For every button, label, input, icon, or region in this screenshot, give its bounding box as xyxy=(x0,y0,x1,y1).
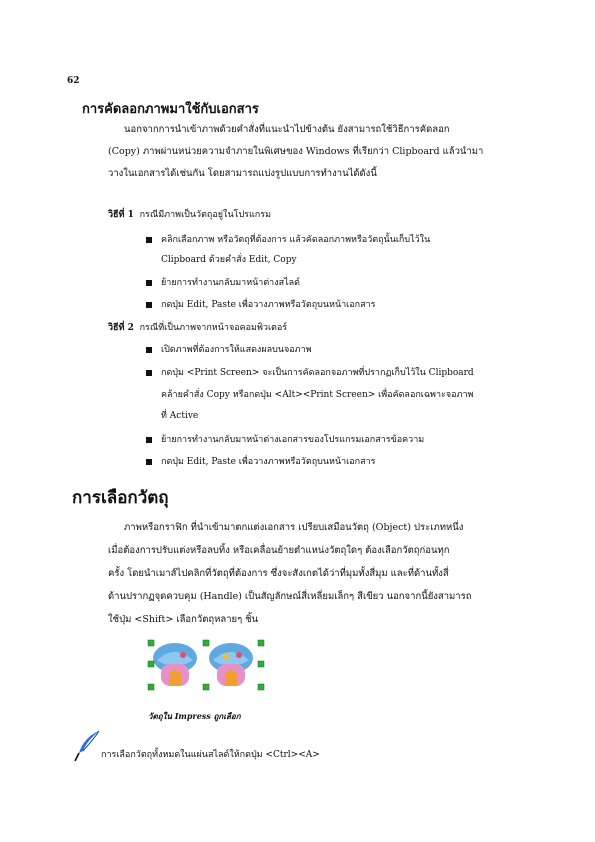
select-para-line-4: ด้านปรากฏจุดควบคุม (Handle) เป็นสัญลักษณ์สี่เหลี่ยมเล็กๆ สีเขียว นอกจากนี้ยังสามารถ xyxy=(108,591,472,602)
select-para-line-3: ครั้ง โดยนำเมาส์ไปคลิกที่วัตถุที่ต้องการ ซึ่งจะสังเกตได้ว่าที่มุมทั้งสี่มุม และที่ด้านทั้งสี่ xyxy=(108,568,449,579)
intro-line-1: นอกจากการนำเข้าภาพด้วยคำสั่งที่แนะนำไปข้างต้น ยังสามารถใช้วิธีการคัดลอก xyxy=(124,124,450,135)
m1-bullet-1-line-2: Clipboard ด้วยคำสั่ง Edit, Copy xyxy=(161,255,297,265)
bullet-marker xyxy=(146,370,152,376)
bullet-marker xyxy=(146,237,152,243)
select-para-line-2: เมื่อต้องการปรับแต่งหรือลบทิ้ง หรือเคลื่อนย้ายตำแหน่งวัตถุใดๆ ต้องเลือกวัตถุก่อนทุก xyxy=(108,545,450,556)
m1-bullet-3: กดปุ่ม Edit, Paste เพื่อวางภาพหรือวัตถุบนหน้าเอกสาร xyxy=(161,300,376,310)
mushroom-house-icon xyxy=(153,643,197,686)
select-para-line-1: ภาพหรือกราฟิก ที่นำเข้ามาตกแต่งเอกสาร เปรียบเสมือนวัตถุ (Object) ประเภทหนึ่ง xyxy=(124,522,464,533)
intro-line-2: (Copy) ภาพผ่านหน่วยความจำภายในพิเศษของ Windows ที่เรียกว่า Clipboard แล้วนำมา xyxy=(108,146,484,157)
mushroom-house-icon xyxy=(209,643,253,686)
intro-line-3: วางในเอกสารได้เช่นกัน โดยสามารถแบ่งรูปแบบการทำงานได้ดังนี้ xyxy=(108,168,377,179)
method1-label: วิธีที่ 1 กรณีมีภาพเป็นวัตถุอยู่ในโปรแกรม xyxy=(108,210,272,220)
m2-bullet-3: ย้ายการทำงานกลับมาหน้าต่างเอกสารของโปรแกรมเอกสารข้อความ xyxy=(161,435,425,445)
bullet-marker xyxy=(146,280,152,286)
tip-select-all: การเลือกวัตถุทั้งหมดในแผ่นสไลด์ให้กดปุ่ม <Ctrl><A> xyxy=(101,750,320,760)
m2-bullet-2-line-3: ที่ Active xyxy=(161,411,199,421)
m2-bullet-2-line-1: กดปุ่ม <Print Screen> จะเป็นการคัดลอกจอภาพที่ปรากฏเก็บไว้ใน Clipboard xyxy=(161,368,474,378)
m1-bullet-1-line-1: คลิกเลือกภาพ หรือวัตถุที่ต้องการ แล้วคัดลอกภาพหรือวัตถุนั้นเก็บไว้ใน xyxy=(161,235,431,245)
quill-pen-icon xyxy=(72,729,102,763)
selected-clipart-image[interactable] xyxy=(146,638,266,694)
page-number: 62 xyxy=(67,76,80,86)
m2-bullet-2-line-2: คล้ายคำสั่ง Copy หรือกดปุ่ม <Alt><Print Screen> เพื่อคัดลอกเฉพาะจอภาพ xyxy=(161,390,474,400)
m1-bullet-2: ย้ายการทำงานกลับมาหน้าต่างสไลด์ xyxy=(161,278,300,288)
section-title-select-object: การเลือกวัตถุ xyxy=(72,488,169,508)
bullet-marker xyxy=(146,437,152,443)
m2-bullet-1: เปิดภาพที่ต้องการให้แสดงผลบนจอภาพ xyxy=(161,345,312,355)
figure-caption: วัตถุใน Impress ถูกเลือก xyxy=(148,711,241,721)
section-title-copy-image: การคัดลอกภาพมาใช้กับเอกสาร xyxy=(82,102,259,117)
bullet-marker xyxy=(146,459,152,465)
bullet-marker xyxy=(146,302,152,308)
select-para-line-5: ใช้ปุ่ม <Shift> เลือกวัตถุหลายๆ ชิ้น xyxy=(108,614,259,625)
m2-bullet-4: กดปุ่ม Edit, Paste เพื่อวางภาพหรือวัตถุบนหน้าเอกสาร xyxy=(161,457,376,467)
bullet-marker xyxy=(146,347,152,353)
method2-label: วิธีที่ 2 กรณีที่เป็นภาพจากหน้าจอคอมพิวเตอร์ xyxy=(108,323,288,333)
